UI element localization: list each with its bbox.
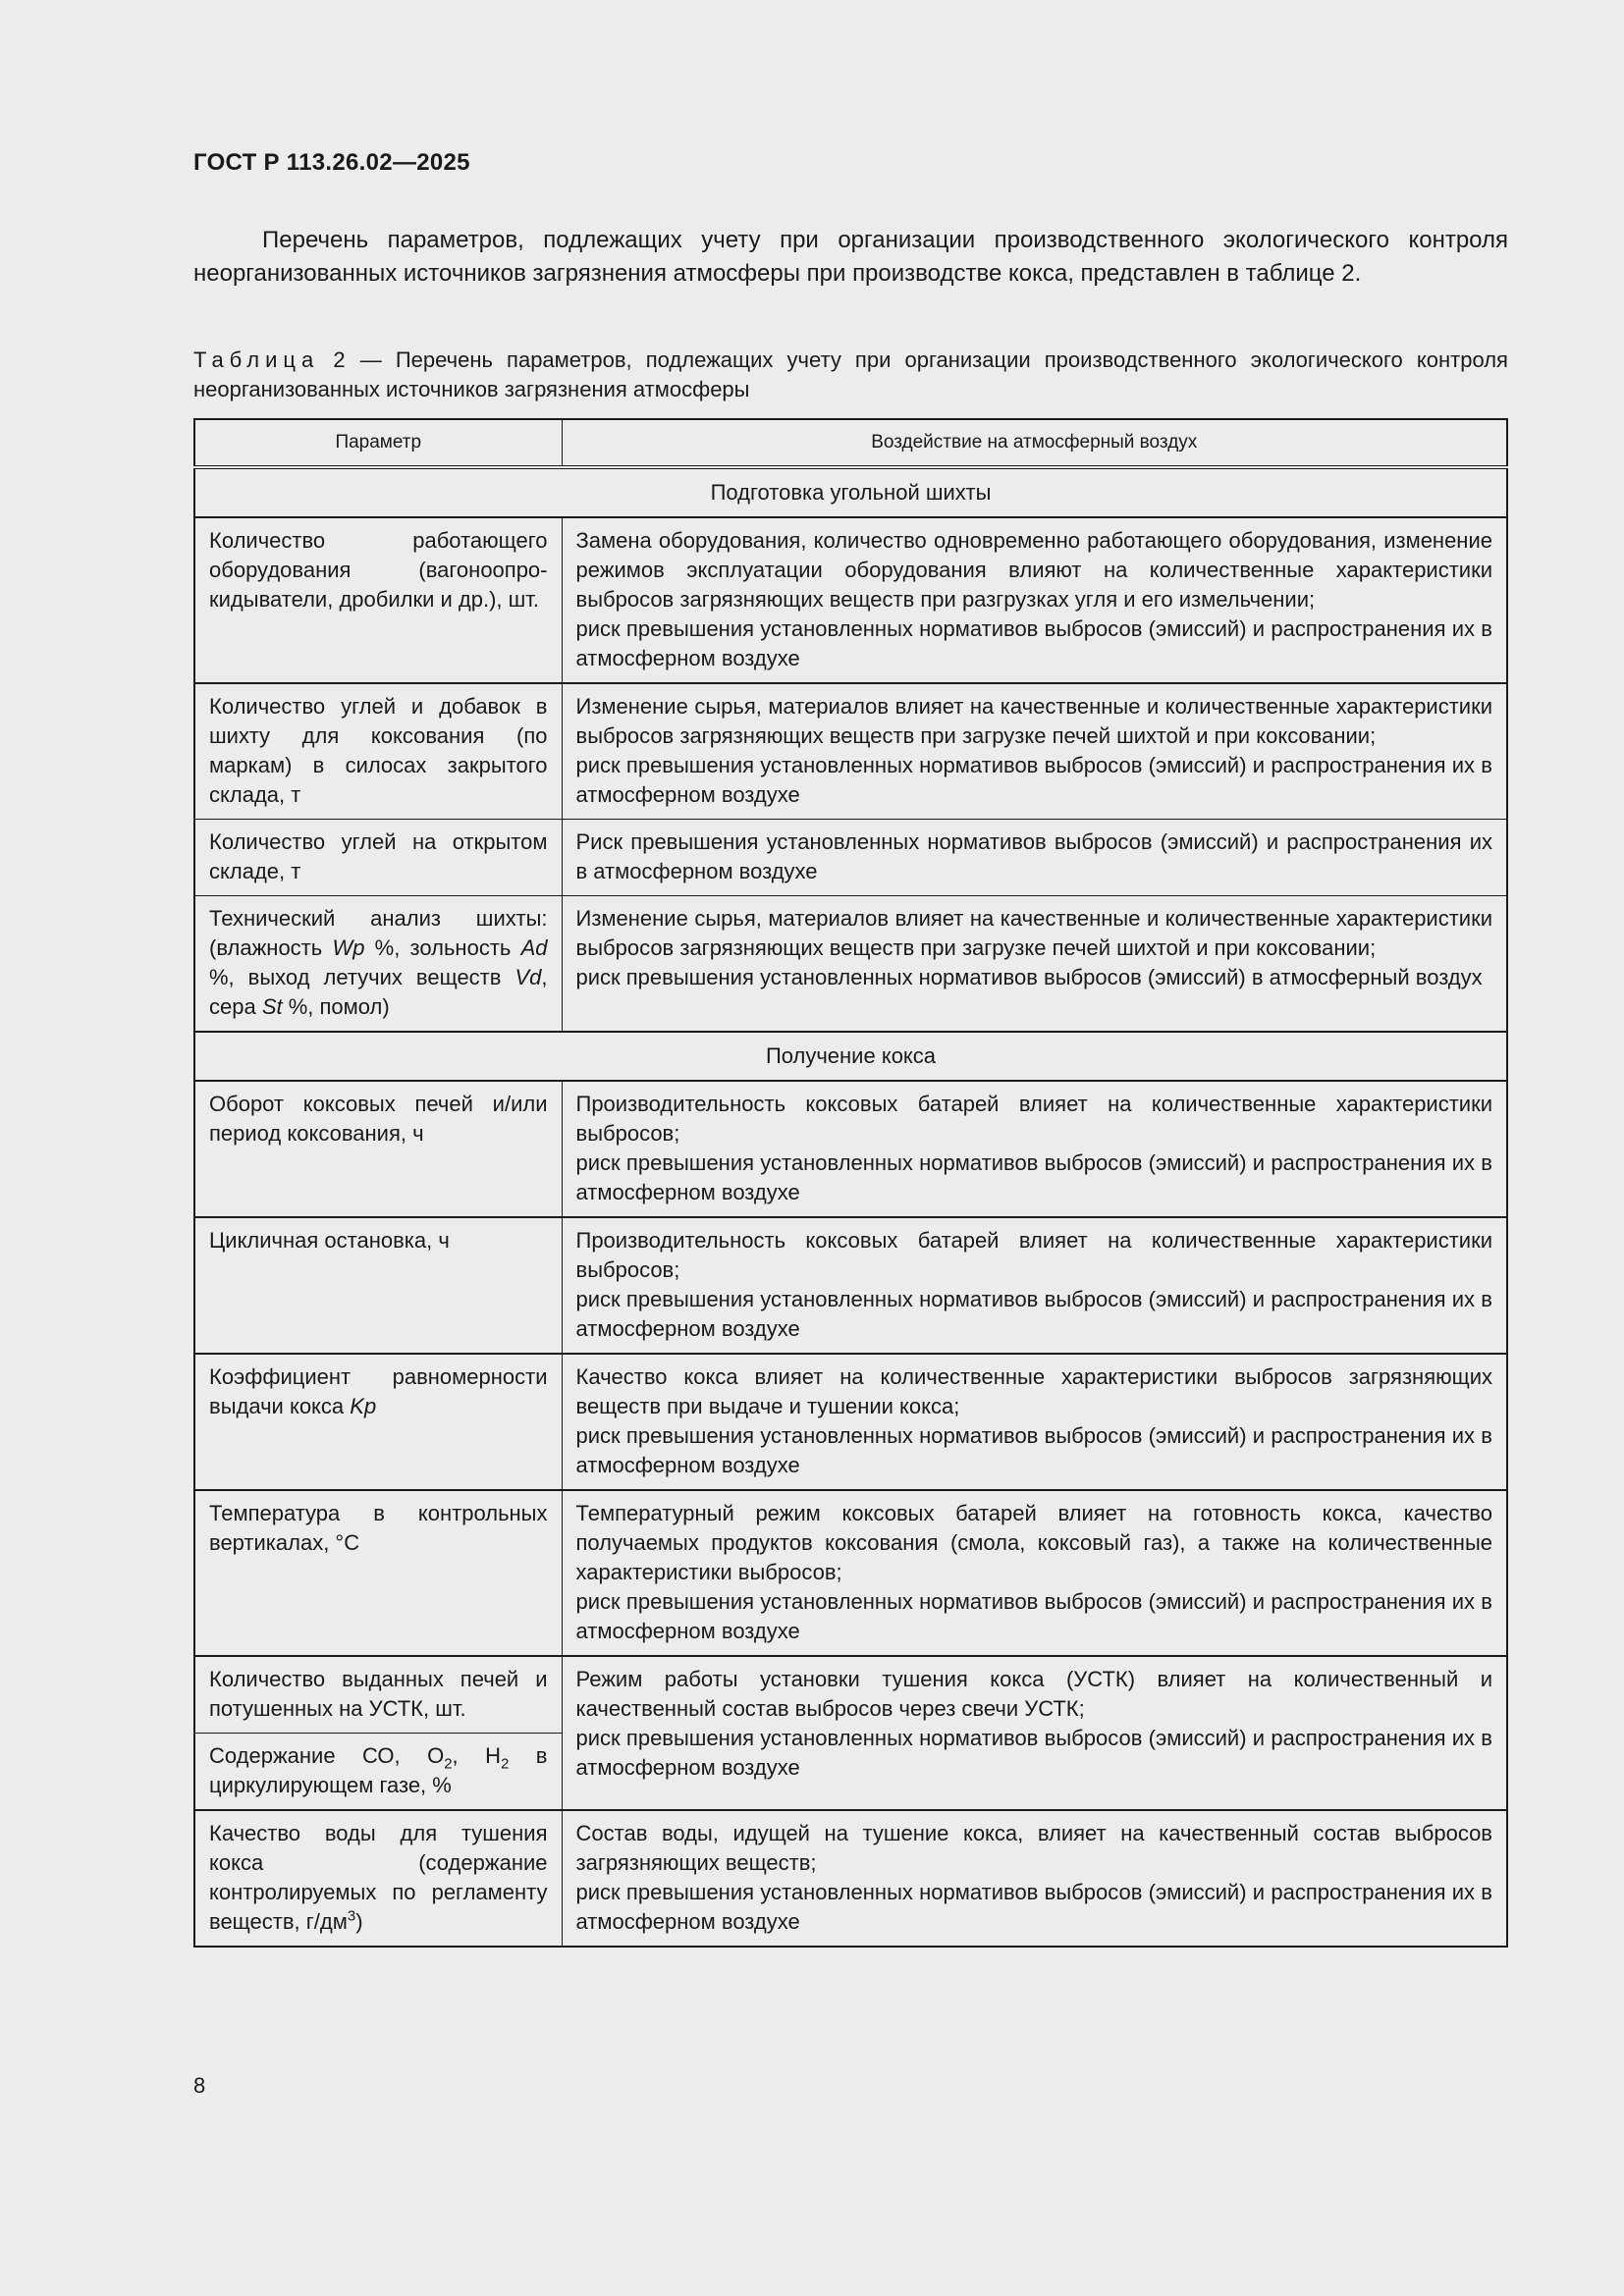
section-row (194, 1032, 1507, 1081)
effect-text: Производительность коксовых батарей влияет на количественные характеристики выбросов; (575, 1092, 1492, 1146)
parameter-cell: Количество работающего оборудования (вагоноопро-кидыватели, дробилки и др.), шт. (194, 517, 562, 683)
table-row (194, 683, 1507, 820)
effect-cell (562, 1810, 1507, 1947)
effect-cell (562, 896, 1507, 1033)
effect-cell (562, 1656, 1507, 1810)
table-row (194, 1081, 1507, 1217)
effect-cell (562, 1081, 1507, 1217)
document-id-header: ГОСТ Р 113.26.02—2025 (193, 149, 470, 176)
effect-text: Температурный режим коксовых батарей влияет на готовность кокса, качество получаемых продуктов коксования (смола, коксовый газ), а также на количественные характеристики выбросов; (575, 1501, 1492, 1584)
column-header-parameter: Параметр (194, 419, 562, 467)
table-caption (193, 346, 1508, 404)
effect-text: Состав воды, идущей на тушение кокса, влияет на качественный состав выбросов загрязняющих веществ; (575, 1821, 1492, 1875)
effect-text: Риск превышения установленных нормативов выбросов (эмиссий) и распространения их в атмосферном воздухе (575, 829, 1492, 883)
table-header-row (194, 419, 1507, 467)
caption-number: 2 (333, 347, 347, 372)
effect-text: Режим работы установки тушения кокса (УСТК) влияет на количественный и качественный состав выбросов через свечи УСТК; (575, 1667, 1492, 1721)
parameter-cell: Количество углей на открытом складе, т (194, 820, 562, 896)
effect-text: риск превышения установленных нормативов выбросов (эмиссий) в атмосферный воздух (575, 965, 1483, 989)
parameter-cell: Содержание СО, $О_2$, $Н_2$ в циркулирующем газе, % (194, 1734, 562, 1811)
section-row (194, 467, 1507, 517)
effect-cell (562, 517, 1507, 683)
effect-cell (562, 820, 1507, 896)
column-header-effect: Воздействие на атмосферный воздух (562, 419, 1507, 467)
effect-text: риск превышения установленных нормативов выбросов (эмиссий) и распространения их в атмосферном воздухе (575, 753, 1492, 807)
caption-text: — Перечень параметров, подлежащих учету при организации производственного экологического контроля неорганизованных источников загрязнения атмосферы (193, 347, 1508, 401)
page-number: 8 (193, 2073, 206, 2098)
section-title: Подготовка угольной шихты (194, 467, 1507, 517)
parameter-cell: Цикличная остановка, ч (194, 1217, 562, 1354)
section-title: Получение кокса (194, 1032, 1507, 1081)
parameter-cell: Качество воды для тушения кокса (содержание контролируемых по регламенту веществ, $г/дм^3$) (194, 1810, 562, 1947)
effect-text: Производительность коксовых батарей влияет на количественные характеристики выбросов; (575, 1228, 1492, 1282)
effect-text: риск превышения установленных нормативов выбросов (эмиссий) и распространения их в атмосферном воздухе (575, 1423, 1492, 1477)
parameter-cell: Коэффициент равномерности выдачи кокса Kp (194, 1354, 562, 1490)
effect-text: Качество кокса влияет на количественные характеристики выбросов загрязняющих веществ при выдаче и тушении кокса; (575, 1364, 1492, 1418)
parameter-cell: Температура в контрольных вертикалах, °С (194, 1490, 562, 1656)
effect-cell (562, 683, 1507, 820)
caption-label: Таблица (193, 347, 320, 372)
effect-text: Изменение сырья, материалов влияет на качественные и количественные характеристики выбросов загрязняющих веществ при загрузке печей шихтой и при коксовании; (575, 694, 1492, 748)
intro-paragraph: Перечень параметров, подлежащих учету при организации производственного экологического контроля неорганизованных источников загрязнения атмосферы при производстве кокса, представлен в таблице 2. (193, 227, 1508, 287)
effect-text: Замена оборудования, количество одновременно работающего оборудования, изменение режимов эксплуатации оборудования влияют на количественные характеристики выбросов загрязняющих веществ при разгрузках угля и его измельчении; (575, 528, 1492, 612)
table-row (194, 820, 1507, 896)
effect-text: Изменение сырья, материалов влияет на качественные и количественные характеристики выбросов загрязняющих веществ при загрузке печей шихтой и при коксовании; (575, 906, 1492, 960)
effect-cell (562, 1217, 1507, 1354)
parameter-cell: Количество углей и добавок в шихту для коксования (по маркам) в силосах закрытого склада, т (194, 683, 562, 820)
parameter-cell: Количество выданных печей и потушенных на УСТК, шт. (194, 1656, 562, 1734)
table-row (194, 1810, 1507, 1947)
parameter-cell: Оборот коксовых печей и/или период коксования, ч (194, 1081, 562, 1217)
effect-text: риск превышения установленных нормативов выбросов (эмиссий) и распространения их в атмосферном воздухе (575, 1589, 1492, 1643)
parameters-table (193, 418, 1508, 1948)
effect-text: риск превышения установленных нормативов выбросов (эмиссий) и распространения их в атмосферном воздухе (575, 1726, 1492, 1780)
table-row (194, 1656, 1507, 1734)
effect-text: риск превышения установленных нормативов выбросов (эмиссий) и распространения их в атмосферном воздухе (575, 1880, 1492, 1934)
effect-text: риск превышения установленных нормативов выбросов (эмиссий) и распространения их в атмосферном воздухе (575, 1150, 1492, 1204)
table-row (194, 1354, 1507, 1490)
table-row (194, 896, 1507, 1033)
effect-text: риск превышения установленных нормативов выбросов (эмиссий) и распространения их в атмосферном воздухе (575, 616, 1492, 670)
effect-text: риск превышения установленных нормативов выбросов (эмиссий) и распространения их в атмосферном воздухе (575, 1287, 1492, 1341)
effect-cell (562, 1354, 1507, 1490)
table-row (194, 517, 1507, 683)
table-row (194, 1490, 1507, 1656)
parameter-cell: Технический анализ шихты: (влажность Wp %, зольность Ad %, выход летучих веществ Vd, сера St %, помол) (194, 896, 562, 1033)
effect-cell (562, 1490, 1507, 1656)
table-row (194, 1217, 1507, 1354)
